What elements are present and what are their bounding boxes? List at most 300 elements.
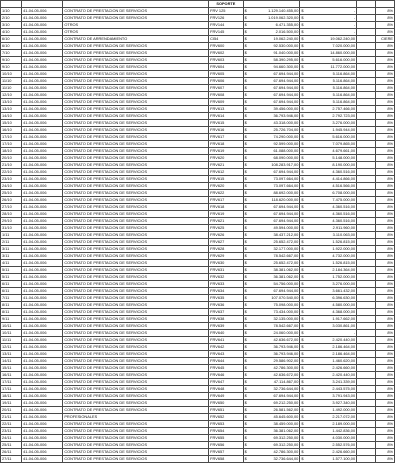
cell-date: 19/11	[1, 399, 22, 406]
cell-extra	[357, 147, 376, 154]
cell-currency: $	[300, 161, 309, 168]
cell-currency: $	[243, 364, 252, 371]
cell-extra	[357, 266, 376, 273]
cell-amount-2: 3.110.063,00	[309, 231, 356, 238]
table-row	[1, 63, 395, 70]
cell-rate: 8%	[376, 266, 395, 273]
cell-currency: $	[243, 329, 252, 336]
cell-date: 17/11	[1, 378, 22, 385]
cell-support: FRV620	[209, 154, 244, 161]
table-row	[1, 357, 395, 364]
cell-support: FRV617	[209, 196, 244, 203]
cell-currency: $	[243, 287, 252, 294]
cell-support: FRV604	[209, 63, 244, 70]
cell-extra	[357, 21, 376, 28]
cell-concept: CONTRATO DE PRESTACION DE SERVICIOS	[63, 273, 209, 280]
cell-currency: $	[243, 28, 252, 35]
cell-account: 41-04-05-006	[22, 427, 63, 434]
cell-rate: 8%	[376, 105, 395, 112]
cell-account: 41-04-05-006	[22, 168, 63, 175]
table-row	[1, 448, 395, 455]
cell-currency: $	[300, 294, 309, 301]
cell-rate: 8%	[376, 112, 395, 119]
cell-concept: CONTRATO DE PRESTACION DE SERVICIOS	[63, 182, 209, 189]
cell-amount-2: 2.426.660,00	[309, 448, 356, 455]
cell-currency: $	[243, 238, 252, 245]
cell-account: 41-04-05-006	[22, 287, 63, 294]
cell-account: 41-04-05-006	[22, 84, 63, 91]
cell-rate: 8%	[376, 287, 395, 294]
cell-date: 10/10	[1, 70, 22, 77]
cell-currency: $	[243, 224, 252, 231]
cell-currency: $	[300, 217, 309, 224]
cell-currency: $	[243, 133, 252, 140]
cell-support: FRV656	[209, 441, 244, 448]
cell-amount: 42.636.672,00	[253, 371, 300, 378]
cell-amount: 69.212.250,00	[253, 399, 300, 406]
cell-date: 31/10	[1, 224, 22, 231]
cell-concept: CONTRATO DE PRESTACION DE SERVICIOS	[63, 217, 209, 224]
cell-amount: 49.594.000,00	[253, 224, 300, 231]
cell-currency: $	[300, 385, 309, 392]
cell-amount: 92.530.000,00	[253, 42, 300, 49]
cell-rate: 8%	[376, 238, 395, 245]
cell-account: 41-04-05-006	[22, 266, 63, 273]
cell-account: 41-04-05-006	[22, 119, 63, 126]
cell-currency: $	[243, 7, 252, 14]
cell-concept: CONTRATO DE PRESTACION DE SERVICIOS	[63, 238, 209, 245]
cell-date: 20/11	[1, 406, 22, 413]
cell-date: 13/10	[1, 98, 22, 105]
cell-currency: $	[300, 406, 309, 413]
cell-date: 23/10	[1, 175, 22, 182]
cell-currency: $	[300, 231, 309, 238]
cell-amount-2: 4.360.516,00	[309, 203, 356, 210]
cell-amount-2: 1.492.000,00	[309, 406, 356, 413]
cell-support: FRV602	[209, 49, 244, 56]
cell-currency: $	[243, 56, 252, 63]
table-row	[1, 133, 395, 140]
cell-currency: $	[300, 112, 309, 119]
cell-concept: CONTRATO DE PRESTACION DE SERVICIOS	[63, 224, 209, 231]
cell-date: 17/11	[1, 385, 22, 392]
cell-concept: CONTRATO DE PRESTACION DE SERVICIOS	[63, 7, 209, 14]
cell-extra	[357, 35, 376, 42]
cell-amount-2: 2.217.072,00	[309, 413, 356, 420]
cell-currency: $	[300, 343, 309, 350]
table-row	[1, 175, 395, 182]
cell-date: 24/10	[1, 182, 22, 189]
cell-currency: $	[300, 182, 309, 189]
table-row	[1, 259, 395, 266]
table-row	[1, 385, 395, 392]
cell-amount-2: 5.116.864,00	[309, 84, 356, 91]
table-row	[1, 182, 395, 189]
cell-rate: 8%	[376, 245, 395, 252]
cell-currency: $	[243, 231, 252, 238]
cell-account: 41-04-05-006	[22, 364, 63, 371]
cell-rate: 8%	[376, 392, 395, 399]
cell-currency: $	[243, 14, 252, 21]
cell-account: 41-04-05-006	[22, 49, 63, 56]
cell-amount: 73.097.664,00	[253, 175, 300, 182]
cell-extra	[357, 378, 376, 385]
cell-concept: CONTRATO DE PRESTACION DE SERVICIOS	[63, 231, 209, 238]
cell-support: FRV126	[209, 14, 244, 21]
cell-support: FRV618	[209, 140, 244, 147]
cell-amount: 69.312.250,00	[253, 434, 300, 441]
cell-date: 2/11	[1, 238, 22, 245]
cell-extra	[357, 63, 376, 70]
cell-amount-2: 14.860.000,00	[309, 49, 356, 56]
cell-currency: $	[243, 98, 252, 105]
cell-concept: CONTRATO DE PRESTACION DE SERVICIOS	[63, 441, 209, 448]
cell-amount-2: -	[309, 329, 356, 336]
cell-extra	[357, 315, 376, 322]
cell-currency: $	[243, 441, 252, 448]
cell-concept: CONTRATO DE PRESTACION DE SERVICIOS	[63, 245, 209, 252]
cell-rate: 8%	[376, 189, 395, 196]
cell-amount: 42.786.300,00	[253, 448, 300, 455]
cell-extra	[357, 175, 376, 182]
table-row	[1, 112, 395, 119]
cell-date: 11/11	[1, 336, 22, 343]
table-row	[1, 231, 395, 238]
cell-amount: 75.098.000,00	[253, 301, 300, 308]
cell-date: 4/11	[1, 259, 22, 266]
cell-rate: 8%	[376, 336, 395, 343]
table-row	[1, 84, 395, 91]
table-row	[1, 392, 395, 399]
cell-amount-2: 5.116.864,00	[309, 98, 356, 105]
cell-support: FRV654	[209, 427, 244, 434]
cell-account: 41-04-05-006	[22, 455, 63, 462]
cell-concept: CONTRATO DE PRESTACION DE SERVICIOS	[63, 406, 209, 413]
cell-date: 7/11	[1, 294, 22, 301]
table-row	[1, 434, 395, 441]
cell-currency: $	[300, 413, 309, 420]
cell-concept: CONTRATO DE PRESTACION DE SERVICIOS	[63, 56, 209, 63]
cell-support: FRV605	[209, 70, 244, 77]
cell-date: 5/11	[1, 266, 22, 273]
cell-concept: CONTRATO DE PRESTACION DE SERVICIOS	[63, 427, 209, 434]
cell-currency: $	[243, 217, 252, 224]
table-row	[1, 455, 395, 462]
cell-concept: CONTRATO DE PRESTACION DE SERVICIOS	[63, 98, 209, 105]
cell-amount: 58.390.295,00	[253, 56, 300, 63]
cell-date: 10/11	[1, 322, 22, 329]
cell-account: 41-04-05-006	[22, 420, 63, 427]
table-row	[1, 413, 395, 420]
cell-extra	[357, 448, 376, 455]
cell-extra	[357, 105, 376, 112]
cell-extra	[357, 161, 376, 168]
cell-amount: 67.694.944,00	[253, 91, 300, 98]
cell-amount: 25.652.472,00	[253, 259, 300, 266]
cell-account: 41-04-05-006	[22, 224, 63, 231]
table-row	[1, 343, 395, 350]
cell-date: 28/10	[1, 210, 22, 217]
cell-currency: $	[243, 343, 252, 350]
cell-extra	[357, 210, 376, 217]
cell-extra	[357, 189, 376, 196]
cell-date: 20/10	[1, 154, 22, 161]
cell-amount: 24.060.000,00	[253, 329, 300, 336]
cell-account: 41-04-05-006	[22, 133, 63, 140]
table-row	[1, 420, 395, 427]
cell-currency: $	[300, 140, 309, 147]
table-row	[1, 7, 395, 14]
cell-rate: 8%	[376, 448, 395, 455]
cell-amount: 68.090.000,00	[253, 154, 300, 161]
cell-amount-2: 7.475.000,00	[309, 196, 356, 203]
cell-account: 41-04-05-006	[22, 301, 63, 308]
cell-date: 21/11	[1, 413, 22, 420]
cell-amount-2: 5.116.864,00	[309, 91, 356, 98]
cell-currency: $	[243, 455, 252, 462]
cell-support: FRV609	[209, 98, 244, 105]
table-row	[1, 77, 395, 84]
cell-support: FRV622	[209, 189, 244, 196]
cell-support: FRV641	[209, 336, 244, 343]
cell-rate: 8%	[376, 210, 395, 217]
cell-amount: 36.793.946,00	[253, 350, 300, 357]
cell-concept: CONTRATO DE PRESTACION DE SERVICIOS	[63, 196, 209, 203]
cell-amount: 43.318.000,00	[253, 119, 300, 126]
cell-amount-2: -	[309, 7, 356, 14]
cell-amount: 38.437.212,00	[253, 231, 300, 238]
cell-amount-2: 1.577.100,00	[309, 455, 356, 462]
cell-support: FRV645	[209, 364, 244, 371]
cell-amount: 67.694.944,00	[253, 168, 300, 175]
table-row	[1, 154, 395, 161]
cell-date: 1/10	[1, 7, 22, 14]
cell-date: 25/11	[1, 441, 22, 448]
cell-currency: $	[243, 210, 252, 217]
cell-extra	[357, 294, 376, 301]
table-row	[1, 322, 395, 329]
cell-amount: 1.019.062.320,00	[253, 14, 300, 21]
cell-extra	[357, 245, 376, 252]
cell-currency: $	[243, 427, 252, 434]
cell-concept: CONTRATO DE PRESTACION DE SERVICIOS	[63, 308, 209, 315]
cell-currency: $	[300, 329, 309, 336]
cell-support: FRV628	[209, 245, 244, 252]
cell-amount: 32.736.644,00	[253, 455, 300, 462]
cell-amount-2: 1.752.000,00	[309, 273, 356, 280]
cell-amount-2: 2.420.440,00	[309, 336, 356, 343]
cell-account: 41-04-05-006	[22, 196, 63, 203]
cell-concept: CONTRATO DE PRESTACION DE SERVICIOS	[63, 147, 209, 154]
cell-concept: CONTRATO DE PRESTACION DE SERVICIOS	[63, 364, 209, 371]
cell-support: FRV630	[209, 259, 244, 266]
cell-account: 41-04-05-006	[22, 336, 63, 343]
cell-support: FRV652	[209, 413, 244, 420]
cell-support: FRV144	[209, 21, 244, 28]
cell-currency: $	[243, 336, 252, 343]
cell-support: FRV635	[209, 294, 244, 301]
cell-date: 17/10	[1, 133, 22, 140]
cell-amount-2: 4.030.000,00	[309, 434, 356, 441]
cell-date: 11/10	[1, 84, 22, 91]
cell-concept: CONTRATO DE PRESTACION DE SERVICIOS	[63, 322, 209, 329]
cell-amount-2: 3.276.000,00	[309, 119, 356, 126]
cell-amount: 67.694.944,00	[253, 217, 300, 224]
cell-concept: CONTRATO DE PRESTACION DE SERVICIOS	[63, 70, 209, 77]
cell-account: 41-04-05-006	[22, 238, 63, 245]
cell-concept: CONTRATO DE PRESTACION DE SERVICIOS	[63, 392, 209, 399]
table-row	[1, 266, 395, 273]
cell-date: 15/10	[1, 119, 22, 126]
cell-rate: 8%	[376, 406, 395, 413]
cell-rate: 8%	[376, 427, 395, 434]
cell-account: 41-04-05-006	[22, 105, 63, 112]
cell-amount: 42.786.300,00	[253, 364, 300, 371]
cell-amount-2: 6.708.000,00	[309, 189, 356, 196]
cell-amount-2: 2.184.364,00	[309, 266, 356, 273]
cell-concept: CONTRATO DE PRESTACION DE SERVICIOS	[63, 315, 209, 322]
cell-concept: CONTRATO DE PRESTACION DE SERVICIOS	[63, 343, 209, 350]
cell-currency: $	[300, 147, 309, 154]
cell-date: 3/11	[1, 252, 22, 259]
cell-currency: $	[243, 168, 252, 175]
cell-amount-2: 5.616.000,00	[309, 133, 356, 140]
cell-date: 25/10	[1, 189, 22, 196]
cell-extra	[357, 133, 376, 140]
cell-support: FRV651	[209, 406, 244, 413]
cell-rate: 8%	[376, 70, 395, 77]
cell-currency: $	[300, 119, 309, 126]
cell-date: 6/11	[1, 287, 22, 294]
cell-date: 3/10	[1, 21, 22, 28]
cell-rate: 8%	[376, 91, 395, 98]
cell-currency: $	[300, 28, 309, 35]
cell-currency: $	[243, 161, 252, 168]
cell-concept: CONTRATO DE PRESTACION DE SERVICIOS	[63, 133, 209, 140]
cell-currency: $	[243, 280, 252, 287]
cell-amount-2: 4.580.000,00	[309, 301, 356, 308]
cell-rate: 8%	[376, 98, 395, 105]
cell-currency: $	[300, 168, 309, 175]
cell-concept: CONTRATO DE PRESTACION DE SERVICIOS	[63, 420, 209, 427]
cell-date: 3/11	[1, 245, 22, 252]
cell-extra	[357, 385, 376, 392]
cell-concept: CONTRATO DE PRESTACION DE SERVICIOS	[63, 294, 209, 301]
cell-extra	[357, 7, 376, 14]
cell-account: 41-04-05-006	[22, 329, 63, 336]
cell-extra	[357, 28, 376, 35]
cell-date: 14/10	[1, 112, 22, 119]
cell-extra	[357, 42, 376, 49]
cell-account: 41-04-05-006	[22, 315, 63, 322]
cell-amount: 19.062.240,00	[253, 35, 300, 42]
cell-date: 18/10	[1, 147, 22, 154]
cell-account: 41-04-05-006	[22, 406, 63, 413]
table-row	[1, 378, 395, 385]
cell-amount-2: 4.414.866,00	[309, 175, 356, 182]
cell-support: FRV655	[209, 434, 244, 441]
cell-date: 4/10	[1, 28, 22, 35]
cell-amount: 91.040.000,00	[253, 49, 300, 56]
cell-extra	[357, 427, 376, 434]
cell-currency: $	[243, 245, 252, 252]
cell-date: 11/10	[1, 77, 22, 84]
cell-account: 41-04-05-006	[22, 217, 63, 224]
cell-support: FRV637	[209, 308, 244, 315]
cell-extra	[357, 14, 376, 21]
table-row	[1, 42, 395, 49]
cell-amount-2: 2.186.464,00	[309, 350, 356, 357]
cell-currency: $	[300, 189, 309, 196]
cell-currency: $	[300, 392, 309, 399]
cell-support: FRV658	[209, 455, 244, 462]
cell-concept: CONTRATO DE PRESTACION DE SERVICIOS	[63, 336, 209, 343]
cell-amount: 73.434.000,00	[253, 308, 300, 315]
table-row	[1, 196, 395, 203]
cell-currency: $	[243, 119, 252, 126]
cell-currency: $	[300, 98, 309, 105]
cell-rate: 8%	[376, 182, 395, 189]
cell-currency: $	[243, 301, 252, 308]
table-row	[1, 364, 395, 371]
cell-rate: 8%	[376, 49, 395, 56]
cell-support: FRV642	[209, 343, 244, 350]
cell-date: 8/11	[1, 308, 22, 315]
cell-amount: 67.694.944,00	[253, 392, 300, 399]
cell-rate: 8%	[376, 413, 395, 420]
cell-rate: 8%	[376, 231, 395, 238]
cell-account: 41-04-05-006	[22, 7, 63, 14]
cell-rate: 8%	[376, 343, 395, 350]
cell-currency: $	[300, 196, 309, 203]
cell-account: 41-04-05-006	[22, 357, 63, 364]
cell-amount: 94.660.300,00	[253, 63, 300, 70]
cell-extra	[357, 182, 376, 189]
cell-amount-2: -	[309, 28, 356, 35]
cell-currency: $	[243, 406, 252, 413]
cell-support: FRV639	[209, 322, 244, 329]
cell-concept: CONTRATO DE PRESTACION DE SERVICIOS	[63, 119, 209, 126]
cell-amount: 118.620.000,00	[253, 196, 300, 203]
cell-rate: 8%	[376, 441, 395, 448]
cell-rate: 8%	[376, 364, 395, 371]
table-row	[1, 273, 395, 280]
cell-currency: $	[300, 315, 309, 322]
cell-rate: 8%	[376, 126, 395, 133]
table-row	[1, 406, 395, 413]
cell-amount-2: 6.396.630,00	[309, 294, 356, 301]
cell-extra	[357, 259, 376, 266]
cell-date: 13/10	[1, 105, 22, 112]
cell-extra	[357, 231, 376, 238]
cell-concept: CONTRATO DE PRESTACION DE SERVICIOS	[63, 357, 209, 364]
cell-rate: CIERE	[376, 35, 395, 42]
cell-amount-2: 2.186.464,00	[309, 343, 356, 350]
cell-concept: CONTRATO DE PRESTACION DE SERVICIOS	[63, 126, 209, 133]
cell-date: 5/11	[1, 273, 22, 280]
cell-rate: 8%	[376, 77, 395, 84]
cell-date: 12/11	[1, 343, 22, 350]
table-row	[1, 70, 395, 77]
cell-amount: 67.694.944,00	[253, 77, 300, 84]
cell-amount-2: 5.116.864,00	[309, 77, 356, 84]
cell-account: 41-04-05-006	[22, 112, 63, 119]
cell-extra	[357, 154, 376, 161]
cell-currency: $	[243, 385, 252, 392]
cell-account: 41-04-05-006	[22, 77, 63, 84]
cell-rate: 8%	[376, 378, 395, 385]
cell-extra	[357, 196, 376, 203]
